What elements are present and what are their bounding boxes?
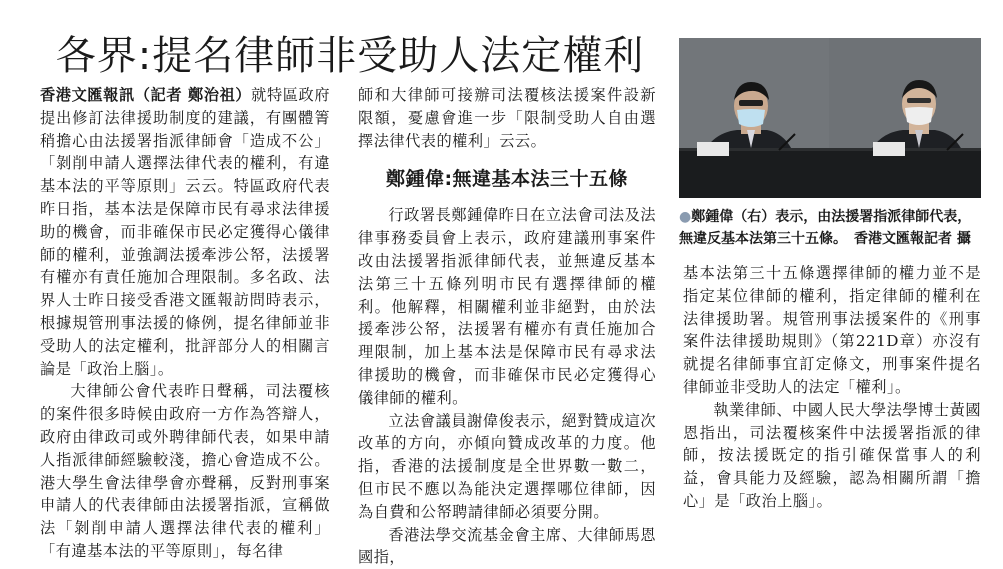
paragraph-2: 大律師公會代表昨日聲稱，司法覆核的案件很多時候由政府一方作為答辯人，政府由律政司或外聘律師代表，如果申請人指派律師經驗較淺，擔心會造成不公。港大學生會法律學會亦聲稱，反對刑事案申請人的代表律師由法援署指派，宣稱做法「剝削申請人選擇法律代表的權利」「有違基本法的平等原則」，每名律 bbox=[40, 382, 330, 560]
nameplate-left bbox=[697, 142, 729, 156]
paragraph-3: 師和大律師可接辦司法覆核法援案件設新限額，憂慮會進一步「限制受助人自由選擇法律代表的權利」云云。 bbox=[358, 86, 656, 150]
news-photo bbox=[679, 38, 981, 198]
subheading: 鄭鍾偉:無違基本法三十五條 bbox=[385, 168, 629, 191]
paragraph-6: 香港法學交流基金會主席、大律師馬恩國指， bbox=[358, 525, 656, 567]
lead-paragraph bbox=[40, 84, 330, 380]
nameplate-right bbox=[873, 142, 905, 156]
photo-caption bbox=[679, 206, 983, 250]
article-column-3 bbox=[683, 262, 981, 510]
paragraph-5: 立法會議員謝偉俊表示，絕對贊成這次改革的方向，亦傾向贊成改革的力度。他指，香港的法援制度是全世界數一數二，但市民不應以為能決定選擇哪位律師，因為自費和公帑聘請律師必須要分開。 bbox=[358, 411, 656, 521]
article-column-1 bbox=[40, 84, 330, 560]
conference-table bbox=[679, 150, 981, 198]
lead-text: 就特區政府提出修訂法律援助制度的建議，有團體箐稍擔心由法援署指派律師會「造成不公」「剝削申請人選擇法律代表的權利，有違基本法的平等原則」云云。特區政府代表昨日指，基本法是保障市民有尋求法律援助的機會，而非確保市民必定獲得心儀律師的權利，並強調法援牽涉公帑，法援署有權亦有責任施加合理限制。多名政、法界人士昨日接受香港文匯報訪問時表示，根據規管刑事法援的條例，提名律師並非受助人的法定權利，批評部分人的相關言論是「政治上腦」。 bbox=[40, 86, 330, 378]
caption-text: 鄭鍾偉（右）表示，由法援署指派律師代表，無違反基本法第三十五條。 香港文匯報記者 攝 bbox=[679, 209, 972, 247]
byline: 香港文匯報訊（記者 鄭治祖） bbox=[40, 86, 252, 104]
paragraph-8: 執業律師、中國人民大學法學博士黃國恩指出，司法覆核案件中法援署指派的律師，按法援既定的指引確保當事人的利益，會具能力及經驗，認為相關所謂「擔心」是「政治上腦」。 bbox=[683, 400, 981, 510]
photo-illustration bbox=[679, 38, 981, 198]
headline: 各界:提名律師非受助人法定權利 bbox=[55, 33, 645, 79]
article-column-2 bbox=[358, 84, 656, 567]
paragraph-4: 行政署長鄭鍾偉昨日在立法會司法及法律事務委員會上表示，政府建議刑事案件改由法援署指派律師代表，並無違反基本法第三十五條列明市民有選擇律師的權利。他解釋，相關權利並非絕對，由於法援牽涉公帑，法援署有權亦有責任施加合理限制，加上基本法是保障市民有尋求法律援助的機會，而非確保市民必定獲得心儀律師的權利。 bbox=[358, 206, 656, 407]
caption-bullet-icon: ● bbox=[679, 209, 692, 225]
paragraph-7: 基本法第三十五條選擇律師的權力並不是指定某位律師的權利，指定律師的權利在法律援助署。規管刑事法援案件的《刑事案件法律援助規則》（第221D章）亦沒有就提名律師事宜訂定條文，刑事案件提名律師並非受助人的法定「權利」。 bbox=[683, 264, 981, 396]
